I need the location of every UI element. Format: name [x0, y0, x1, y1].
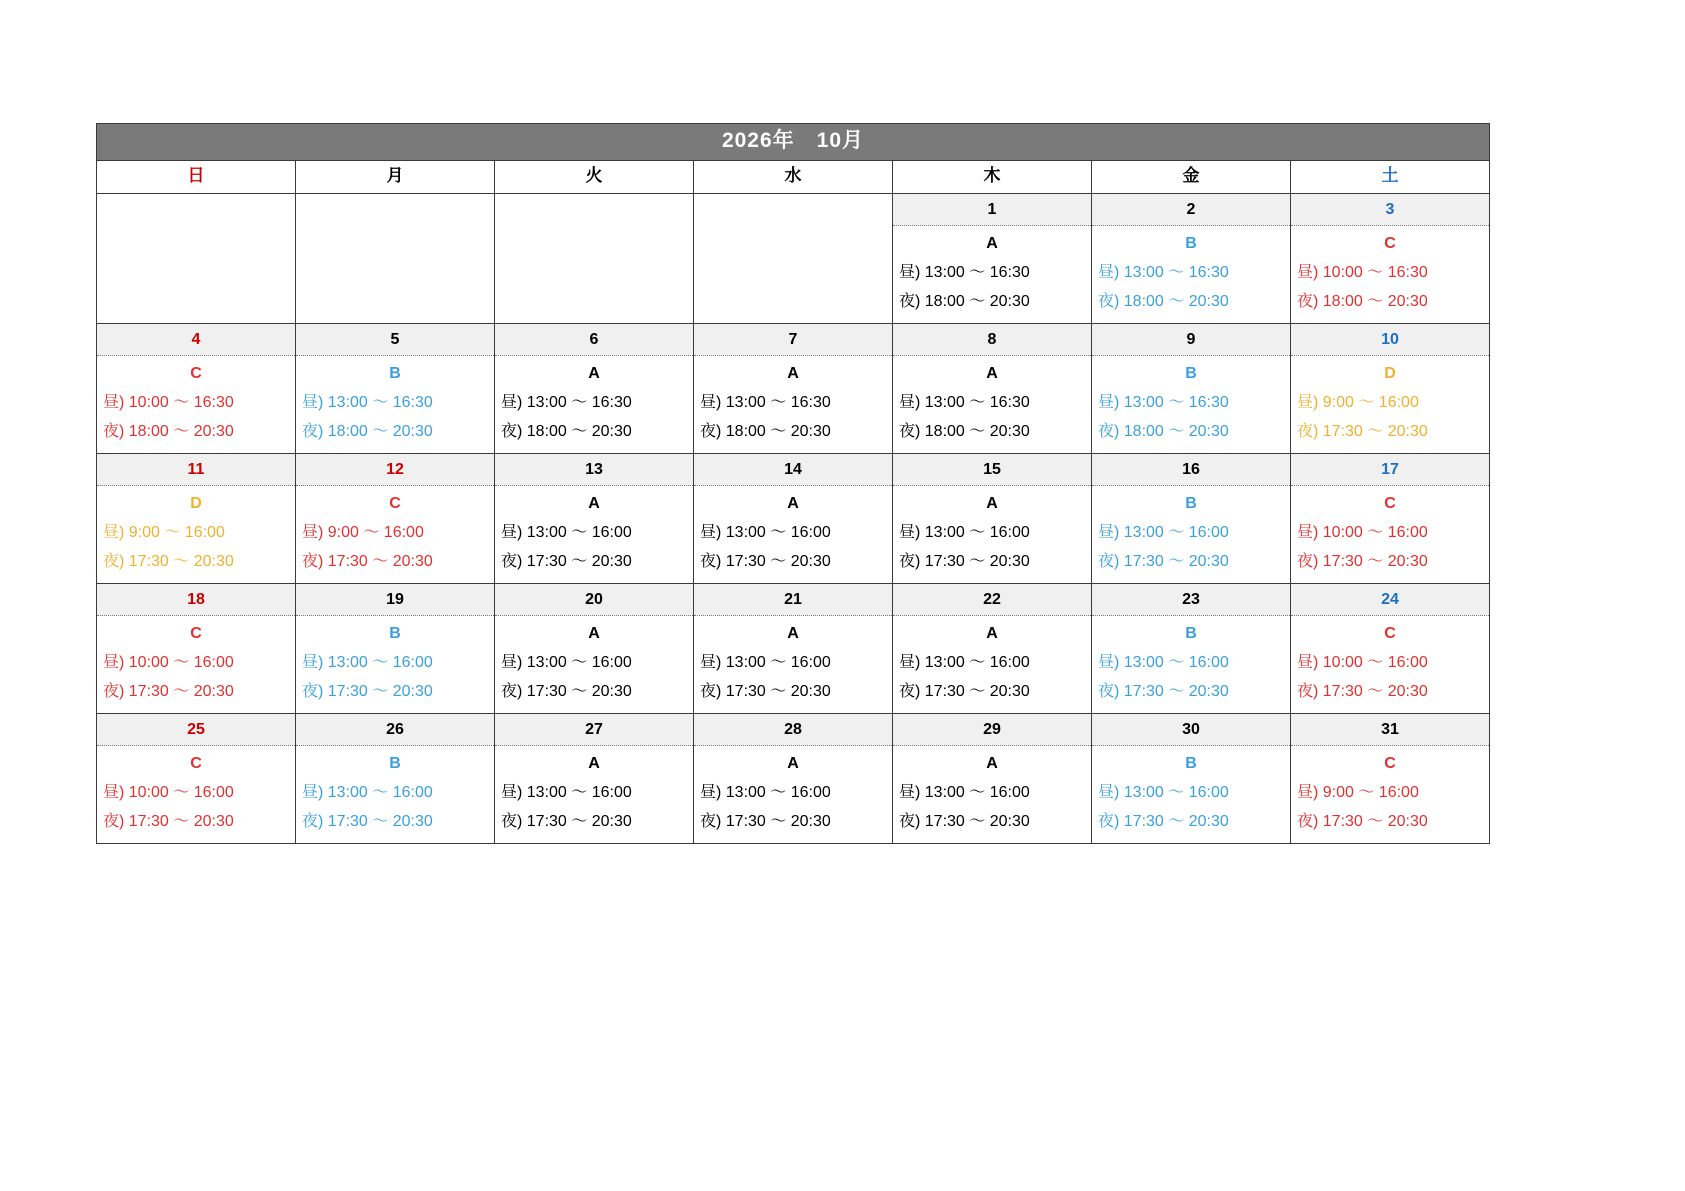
evening-hours: 夜) 18:00 〜 20:30: [899, 423, 1030, 440]
day-number: 15: [893, 454, 1091, 486]
evening-hours: 夜) 17:30 〜 20:30: [501, 813, 632, 830]
day-number: 12: [296, 454, 494, 486]
evening-hours: 夜) 18:00 〜 20:30: [899, 293, 1030, 310]
shift-code: C: [190, 625, 202, 642]
calendar-day-cell: [97, 584, 296, 714]
day-number: 20: [495, 584, 693, 616]
shift-code: A: [588, 625, 600, 642]
shift-code: B: [1185, 495, 1197, 512]
calendar-day-cell: [296, 454, 495, 584]
shift-code: D: [1384, 365, 1396, 382]
day-number: 21: [694, 584, 892, 616]
day-number: 11: [97, 454, 295, 486]
evening-hours: 夜) 17:30 〜 20:30: [1098, 683, 1229, 700]
daytime-hours: 昼) 10:00 〜 16:30: [1297, 264, 1428, 281]
calendar-day-cell: [694, 454, 893, 584]
evening-hours: 夜) 17:30 〜 20:30: [700, 813, 831, 830]
shift-code: B: [389, 755, 401, 772]
dow-header-4: 木: [893, 161, 1092, 194]
day-number: 6: [495, 324, 693, 356]
day-detail: [495, 486, 693, 583]
evening-hours: 夜) 17:30 〜 20:30: [103, 683, 234, 700]
day-detail: [495, 616, 693, 713]
calendar-day-cell: [1291, 584, 1490, 714]
calendar-day-cell: [97, 324, 296, 454]
shift-code: A: [787, 755, 799, 772]
calendar-day-cell: [296, 714, 495, 844]
shift-code: A: [588, 755, 600, 772]
day-number: 27: [495, 714, 693, 746]
calendar-day-cell: [1092, 194, 1291, 324]
daytime-hours: 昼) 13:00 〜 16:00: [700, 654, 831, 671]
shift-code: A: [588, 365, 600, 382]
evening-hours: 夜) 17:30 〜 20:30: [700, 553, 831, 570]
shift-code: C: [1384, 755, 1396, 772]
shift-code: A: [986, 495, 998, 512]
day-detail: [97, 486, 295, 583]
evening-hours: 夜) 17:30 〜 20:30: [302, 683, 433, 700]
calendar-day-cell: [694, 584, 893, 714]
calendar-container: [96, 123, 1490, 844]
day-detail: [694, 746, 892, 843]
shift-code: A: [787, 625, 799, 642]
evening-hours: 夜) 17:30 〜 20:30: [899, 553, 1030, 570]
shift-code: B: [1185, 365, 1197, 382]
evening-hours: 夜) 17:30 〜 20:30: [501, 683, 632, 700]
shift-code: C: [1384, 625, 1396, 642]
day-number: 23: [1092, 584, 1290, 616]
daytime-hours: 昼) 13:00 〜 16:30: [302, 394, 433, 411]
evening-hours: 夜) 17:30 〜 20:30: [1098, 813, 1229, 830]
daytime-hours: 昼) 13:00 〜 16:00: [700, 784, 831, 801]
day-detail: [97, 616, 295, 713]
day-number: 18: [97, 584, 295, 616]
daytime-hours: 昼) 13:00 〜 16:00: [302, 784, 433, 801]
evening-hours: 夜) 17:30 〜 20:30: [1297, 813, 1428, 830]
day-number: 24: [1291, 584, 1489, 616]
daytime-hours: 昼) 13:00 〜 16:30: [1098, 394, 1229, 411]
evening-hours: 夜) 18:00 〜 20:30: [1098, 293, 1229, 310]
shift-code: A: [986, 235, 998, 252]
day-detail: [97, 356, 295, 453]
day-detail: [1092, 226, 1290, 323]
daytime-hours: 昼) 9:00 〜 16:00: [1297, 784, 1419, 801]
calendar-day-cell: [495, 454, 694, 584]
shift-code: C: [389, 495, 401, 512]
day-number: 8: [893, 324, 1091, 356]
day-number: 29: [893, 714, 1091, 746]
day-of-week-header-row: [97, 161, 1490, 194]
calendar-day-cell: [97, 714, 296, 844]
daytime-hours: 昼) 13:00 〜 16:00: [700, 524, 831, 541]
calendar-day-cell: [694, 714, 893, 844]
calendar-title-row: [97, 124, 1490, 161]
daytime-hours: 昼) 13:00 〜 16:30: [899, 264, 1030, 281]
day-number: 2: [1092, 194, 1290, 226]
calendar-day-cell: [1291, 714, 1490, 844]
daytime-hours: 昼) 13:00 〜 16:30: [501, 394, 632, 411]
shift-code: A: [986, 755, 998, 772]
day-number: 16: [1092, 454, 1290, 486]
calendar-day-cell: [893, 194, 1092, 324]
daytime-hours: 昼) 13:00 〜 16:30: [1098, 264, 1229, 281]
calendar-day-cell: [1092, 324, 1291, 454]
dow-header-5: 金: [1092, 161, 1291, 194]
day-detail: [694, 616, 892, 713]
shift-code: B: [1185, 755, 1197, 772]
monthly-schedule-table: [96, 123, 1490, 844]
shift-code: B: [389, 625, 401, 642]
shift-code: C: [1384, 235, 1396, 252]
calendar-empty-cell: [296, 194, 495, 324]
day-number: 5: [296, 324, 494, 356]
daytime-hours: 昼) 13:00 〜 16:00: [899, 654, 1030, 671]
shift-code: A: [787, 495, 799, 512]
daytime-hours: 昼) 13:00 〜 16:00: [1098, 524, 1229, 541]
daytime-hours: 昼) 9:00 〜 16:00: [103, 524, 225, 541]
day-detail: [1092, 486, 1290, 583]
calendar-day-cell: [1092, 584, 1291, 714]
calendar-day-cell: [1291, 194, 1490, 324]
daytime-hours: 昼) 10:00 〜 16:00: [1297, 524, 1428, 541]
dow-header-1: 月: [296, 161, 495, 194]
dow-header-3: 水: [694, 161, 893, 194]
shift-code: D: [190, 495, 202, 512]
day-detail: [893, 486, 1091, 583]
evening-hours: 夜) 18:00 〜 20:30: [302, 423, 433, 440]
calendar-day-cell: [296, 324, 495, 454]
calendar-title: 2026年 10月: [97, 124, 1490, 161]
calendar-week-row: [97, 454, 1490, 584]
calendar-week-row: [97, 324, 1490, 454]
shift-code: A: [986, 365, 998, 382]
daytime-hours: 昼) 10:00 〜 16:30: [103, 394, 234, 411]
calendar-day-cell: [1092, 714, 1291, 844]
calendar-day-cell: [694, 324, 893, 454]
evening-hours: 夜) 18:00 〜 20:30: [700, 423, 831, 440]
shift-code: B: [389, 365, 401, 382]
dow-header-2: 火: [495, 161, 694, 194]
evening-hours: 夜) 17:30 〜 20:30: [501, 553, 632, 570]
day-number: 3: [1291, 194, 1489, 226]
day-number: 4: [97, 324, 295, 356]
day-number: 13: [495, 454, 693, 486]
evening-hours: 夜) 18:00 〜 20:30: [1297, 293, 1428, 310]
daytime-hours: 昼) 10:00 〜 16:00: [103, 654, 234, 671]
evening-hours: 夜) 17:30 〜 20:30: [899, 683, 1030, 700]
evening-hours: 夜) 18:00 〜 20:30: [103, 423, 234, 440]
day-number: 10: [1291, 324, 1489, 356]
shift-code: A: [588, 495, 600, 512]
day-number: 28: [694, 714, 892, 746]
shift-code: A: [986, 625, 998, 642]
day-number: 31: [1291, 714, 1489, 746]
day-number: 14: [694, 454, 892, 486]
calendar-day-cell: [893, 324, 1092, 454]
day-detail: [296, 616, 494, 713]
calendar-day-cell: [97, 454, 296, 584]
day-detail: [1092, 746, 1290, 843]
evening-hours: 夜) 17:30 〜 20:30: [700, 683, 831, 700]
evening-hours: 夜) 17:30 〜 20:30: [899, 813, 1030, 830]
day-detail: [1291, 356, 1489, 453]
day-detail: [296, 486, 494, 583]
day-detail: [1291, 746, 1489, 843]
daytime-hours: 昼) 13:00 〜 16:30: [700, 394, 831, 411]
daytime-hours: 昼) 10:00 〜 16:00: [103, 784, 234, 801]
daytime-hours: 昼) 13:00 〜 16:00: [302, 654, 433, 671]
dow-header-0: 日: [97, 161, 296, 194]
evening-hours: 夜) 17:30 〜 20:30: [1297, 683, 1428, 700]
calendar-body: [97, 194, 1490, 844]
evening-hours: 夜) 17:30 〜 20:30: [1098, 553, 1229, 570]
day-detail: [893, 226, 1091, 323]
daytime-hours: 昼) 13:00 〜 16:00: [899, 784, 1030, 801]
evening-hours: 夜) 18:00 〜 20:30: [501, 423, 632, 440]
day-detail: [1092, 616, 1290, 713]
evening-hours: 夜) 17:30 〜 20:30: [103, 813, 234, 830]
daytime-hours: 昼) 13:00 〜 16:30: [899, 394, 1030, 411]
calendar-day-cell: [893, 584, 1092, 714]
daytime-hours: 昼) 9:00 〜 16:00: [1297, 394, 1419, 411]
day-detail: [296, 746, 494, 843]
day-detail: [296, 356, 494, 453]
calendar-day-cell: [495, 714, 694, 844]
calendar-day-cell: [1291, 324, 1490, 454]
evening-hours: 夜) 17:30 〜 20:30: [103, 553, 234, 570]
evening-hours: 夜) 18:00 〜 20:30: [1098, 423, 1229, 440]
shift-code: A: [787, 365, 799, 382]
day-number: 1: [893, 194, 1091, 226]
calendar-week-row: [97, 194, 1490, 324]
daytime-hours: 昼) 13:00 〜 16:00: [899, 524, 1030, 541]
daytime-hours: 昼) 13:00 〜 16:00: [501, 524, 632, 541]
dow-header-6: 土: [1291, 161, 1490, 194]
day-detail: [694, 356, 892, 453]
calendar-day-cell: [893, 714, 1092, 844]
day-number: 30: [1092, 714, 1290, 746]
day-detail: [1092, 356, 1290, 453]
evening-hours: 夜) 17:30 〜 20:30: [1297, 423, 1428, 440]
calendar-week-row: [97, 714, 1490, 844]
daytime-hours: 昼) 13:00 〜 16:00: [1098, 654, 1229, 671]
calendar-day-cell: [296, 584, 495, 714]
shift-code: C: [190, 755, 202, 772]
day-detail: [1291, 616, 1489, 713]
day-detail: [893, 746, 1091, 843]
day-detail: [97, 746, 295, 843]
day-number: 22: [893, 584, 1091, 616]
evening-hours: 夜) 17:30 〜 20:30: [1297, 553, 1428, 570]
calendar-empty-cell: [694, 194, 893, 324]
day-detail: [694, 486, 892, 583]
shift-code: C: [190, 365, 202, 382]
daytime-hours: 昼) 13:00 〜 16:00: [501, 784, 632, 801]
calendar-empty-cell: [97, 194, 296, 324]
calendar-day-cell: [1092, 454, 1291, 584]
day-number: 25: [97, 714, 295, 746]
daytime-hours: 昼) 10:00 〜 16:00: [1297, 654, 1428, 671]
calendar-week-row: [97, 584, 1490, 714]
evening-hours: 夜) 17:30 〜 20:30: [302, 813, 433, 830]
calendar-empty-cell: [495, 194, 694, 324]
shift-code: B: [1185, 235, 1197, 252]
calendar-day-cell: [495, 584, 694, 714]
evening-hours: 夜) 17:30 〜 20:30: [302, 553, 433, 570]
day-detail: [893, 616, 1091, 713]
day-detail: [893, 356, 1091, 453]
day-number: 17: [1291, 454, 1489, 486]
day-number: 19: [296, 584, 494, 616]
day-number: 26: [296, 714, 494, 746]
daytime-hours: 昼) 13:00 〜 16:00: [501, 654, 632, 671]
calendar-day-cell: [893, 454, 1092, 584]
day-detail: [495, 746, 693, 843]
daytime-hours: 昼) 9:00 〜 16:00: [302, 524, 424, 541]
calendar-day-cell: [495, 324, 694, 454]
daytime-hours: 昼) 13:00 〜 16:00: [1098, 784, 1229, 801]
calendar-day-cell: [1291, 454, 1490, 584]
day-number: 7: [694, 324, 892, 356]
shift-code: B: [1185, 625, 1197, 642]
day-detail: [1291, 226, 1489, 323]
shift-code: C: [1384, 495, 1396, 512]
day-detail: [495, 356, 693, 453]
day-detail: [1291, 486, 1489, 583]
day-number: 9: [1092, 324, 1290, 356]
